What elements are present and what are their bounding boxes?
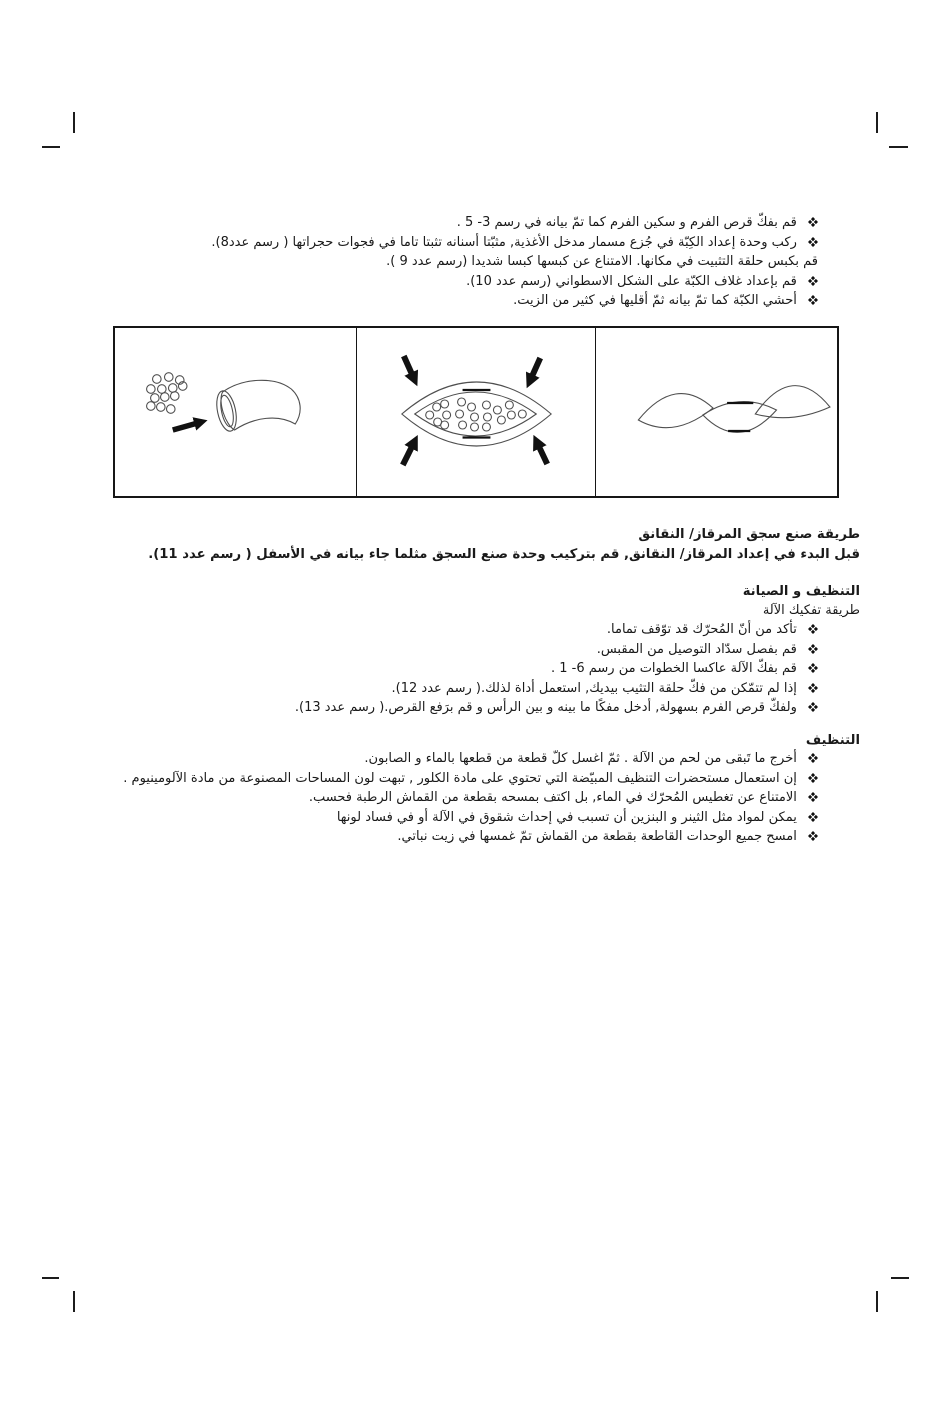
crop-mark-bottom-right-vertical <box>876 1291 878 1312</box>
arrow-press-bottom-left-icon <box>403 445 413 465</box>
list-item <box>123 827 818 847</box>
figure-panel-filling-into-shell <box>115 328 357 496</box>
maintenance-section-title: التنظيف و الصيانة <box>742 584 860 599</box>
crop-mark-bottom-right-horizontal <box>891 1277 909 1279</box>
figure-panel-pressing-kibbeh <box>357 328 596 496</box>
maintenance-section-subtitle: طريقة تفكيك الآلة <box>762 603 860 618</box>
crop-mark-top-left-horizontal <box>42 146 60 148</box>
list-item-text: تأكد من أنّ المُحرّك قد توّقف تماما. <box>606 622 797 637</box>
list-item-text: يمكن لمواد مثل الثينر و البنزين أن تسبب في إحداث شقوق في الآلة أو في فساد لونها <box>336 809 797 825</box>
disassembly-steps-list <box>295 620 818 718</box>
list-item-text: قم بفكّ الآلة عاكسا الخطوات من رسم 6- 1 . <box>550 661 797 676</box>
crop-mark-bottom-left-vertical <box>73 1291 75 1312</box>
bullet-diamond-icon <box>808 237 818 247</box>
list-item-text: قم بفكّ قرص الفرم و سكين الفرم كما تمّ بيانه في رسم 3- 5 . <box>456 215 797 230</box>
list-item <box>211 213 818 233</box>
list-item-text: امسح جميع الوحدات القاطعة بقطعة من القماش تمّ غمسها في زيت نباتي. <box>397 829 797 844</box>
list-item-text: أحشي الكبّة كما تمّ بيانه ثمّ أقليها في كثير من الزيت. <box>513 293 797 308</box>
bullet-diamond-icon <box>808 644 818 654</box>
arrow-right-icon <box>173 423 198 430</box>
list-item <box>295 640 818 660</box>
list-item <box>211 233 818 253</box>
bullet-diamond-icon <box>808 773 818 783</box>
list-item <box>211 291 818 311</box>
cleaning-section-title: التنظيف <box>805 732 860 748</box>
list-item-text: قم بفصل سدّاد التوصيل من المقبس. <box>596 641 797 657</box>
sausage-section-title: طريقة صنع سجق المرقاز/ النقانق <box>638 527 860 542</box>
list-item-text: إذا لم تتمّكن من فكّ حلقة التثيب بيديك, استعمل أداة لذلك.( رسم عدد 12). <box>391 680 797 696</box>
list-item <box>123 749 818 769</box>
list-item-text: قم بكبس حلقة التثبيت في مكانها. الامتناع عن كبسها كبسا شديدا (رسم عدد 9 ). <box>386 254 818 269</box>
list-item-text: إن استعمال مستحضرات التنظيف المبيّضة التي تحتوي على مادة الكلور , تبهت لون المساحات المصنوعة من مادة الآلومينيوم . <box>123 770 797 786</box>
list-item-text: ولفكّ قرص الفرم بسهولة, أدخل مفكًا ما بينه و بين الرأس و قم برَفع القرص.( رسم عدد 13). <box>294 700 797 715</box>
sausage-section-body: قبل البدء في إعداد المرقاز/ النقانق, قم بتركيب وحدة صنع السجق مثلما جاء بيانه في الأسفل ( رسم عدد 11). <box>148 546 860 562</box>
list-item-continuation <box>211 252 818 272</box>
bullet-diamond-icon <box>808 276 818 286</box>
bullet-diamond-icon <box>808 792 818 802</box>
arrow-press-top-left-icon <box>404 356 413 376</box>
list-item-text: أخرج ما تَبقى من لحم من الآلة . ثمّ اغسل كلّ قطعة من قطعها بالماء و الصابون. <box>364 751 797 766</box>
crop-mark-top-left-vertical <box>73 112 75 133</box>
list-item <box>295 679 818 699</box>
kibbeh-instruction-list <box>211 213 818 311</box>
bullet-diamond-icon <box>808 217 818 227</box>
crop-mark-top-right-vertical <box>876 112 878 133</box>
list-item <box>295 659 818 679</box>
list-item-text: الامتناع عن تغطيس المُحرّك في الماء, بل اكتف بمسحه بقطعة من القماش الرطبة فحسب. <box>308 790 797 805</box>
list-item-text: قم بإعداد غلاف الكبّة على الشكل الاسطواني (رسم عدد 10). <box>466 273 797 289</box>
bullet-diamond-icon <box>808 812 818 822</box>
bullet-diamond-icon <box>808 295 818 305</box>
kibbeh-steps-figure <box>113 326 839 498</box>
bullet-diamond-icon <box>808 663 818 673</box>
bullet-diamond-icon <box>808 624 818 634</box>
cleaning-steps-list <box>123 749 818 847</box>
arrow-press-top-right-icon <box>531 358 540 378</box>
finished-kibbeh-drawing <box>596 328 837 496</box>
list-item <box>295 620 818 640</box>
list-item <box>123 769 818 789</box>
arrow-press-bottom-right-icon <box>538 445 547 464</box>
bullet-diamond-icon <box>808 753 818 763</box>
filling-into-shell-drawing <box>115 328 356 496</box>
pressing-kibbeh-drawing <box>357 328 595 496</box>
bullet-diamond-icon <box>808 702 818 712</box>
list-item <box>123 788 818 808</box>
list-item-text: ركب وحدة إعداد الكِبّة في جُزع مسمار مدخل الأغذية, مثبّتا أسنانه تثبتا تاما في فجوات حجراتها ( رسم عدد8). <box>211 234 797 250</box>
bullet-diamond-icon <box>808 831 818 841</box>
list-item <box>211 272 818 292</box>
list-item <box>123 808 818 828</box>
list-item <box>295 698 818 718</box>
figure-panel-finished-kibbeh <box>596 328 837 496</box>
crop-mark-bottom-left-horizontal <box>42 1277 59 1279</box>
crop-mark-top-right-horizontal <box>889 146 908 148</box>
bullet-diamond-icon <box>808 683 818 693</box>
